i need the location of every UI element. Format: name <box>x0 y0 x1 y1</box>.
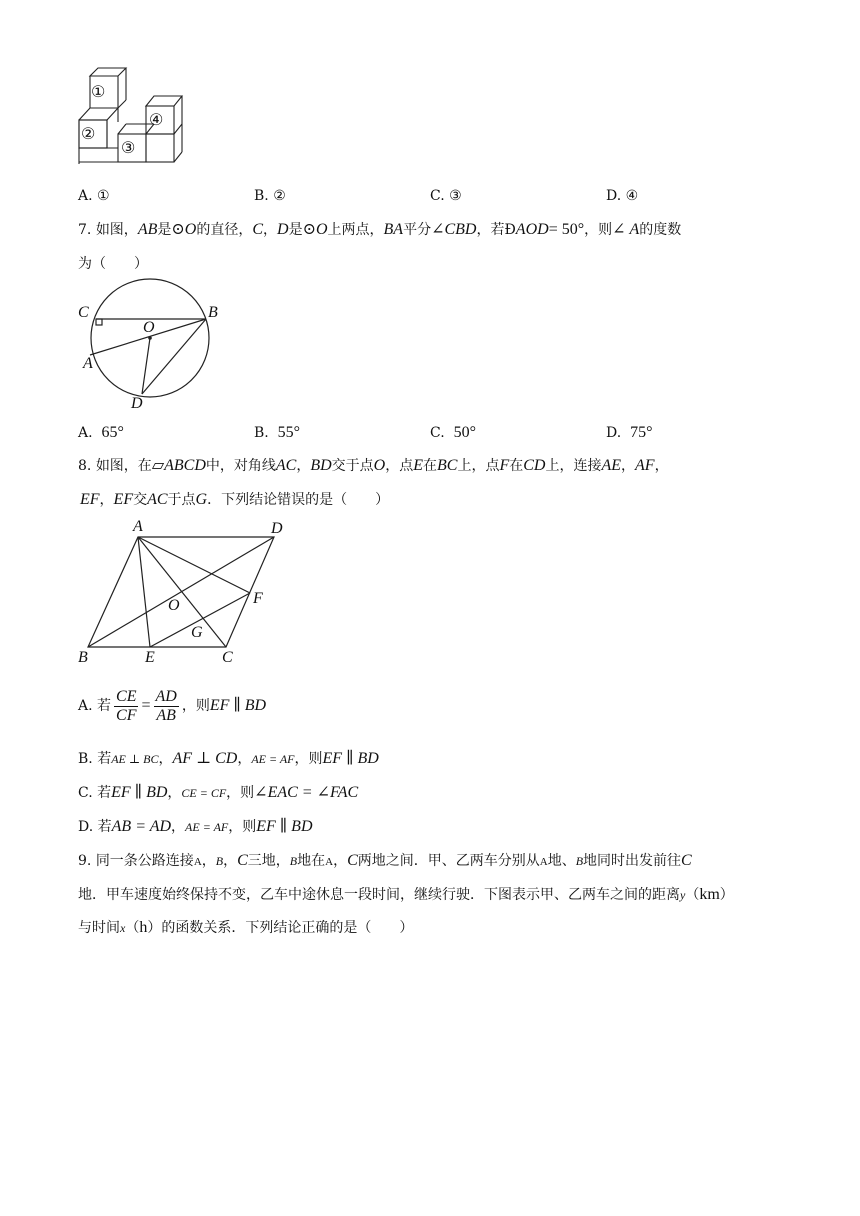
q6-option-c[interactable]: C. ③ <box>430 188 462 204</box>
q8-stem-line2: EF，EF交AC于点G．下列结论错误的是（ ） <box>80 491 390 508</box>
fig7-label-b: B <box>208 304 218 321</box>
circle-figure <box>76 272 226 420</box>
fig7-label-a: A <box>83 355 93 372</box>
q8-option-d[interactable]: D. 若AB = AD，AE = AF，则EF ∥ BD <box>78 818 313 835</box>
fig8-label-o: O <box>168 597 180 614</box>
q8-option-b[interactable]: B. 若AE ⊥ BC，AF ⊥ CD，AE = AF，则EF ∥ BD <box>78 750 379 767</box>
fig7-label-o: O <box>143 319 155 336</box>
q6-option-a[interactable]: A. ① <box>78 188 110 204</box>
q7-option-a[interactable]: A. 65° <box>78 424 124 441</box>
q6-option-d[interactable]: D. ④ <box>606 188 639 204</box>
cube-label-1: ① <box>91 82 106 101</box>
q6-option-b[interactable]: B. ② <box>254 188 286 204</box>
q7-stem-line1: 7. 如图，AB是⊙O的直径，C，D是⊙O上两点，BA平分∠CBD，若ÐAOD= 50°，则∠ A的度数 <box>78 221 682 238</box>
q9-stem-line1: 9. 同一条公路连接A，B，C三地，B地在A，C两地之间．甲、乙两车分别从A地、B地同时出发前往C <box>78 852 692 869</box>
q8-stem-line1: 8. 如图，在▱ABCD中，对角线AC，BD交于点O，点E在BC上，点F在CD上，连接AE，AF， <box>78 457 669 474</box>
q9-stem-line3: 与时间x（h）的函数关系．下列结论正确的是（ ） <box>78 919 414 936</box>
q7-option-c[interactable]: C. 50° <box>430 424 476 441</box>
fig8-label-d: D <box>271 520 283 537</box>
fig7-label-d: D <box>131 395 143 412</box>
fig8-label-b: B <box>78 649 88 666</box>
fig8-label-f: F <box>253 590 263 607</box>
fig8-label-e: E <box>145 649 155 666</box>
q7-option-d[interactable]: D. 75° <box>606 424 653 441</box>
cube-label-3: ③ <box>121 138 136 157</box>
fig8-label-c: C <box>222 649 233 666</box>
cube-label-4: ④ <box>149 110 164 129</box>
q9-stem-line2: 地．甲车速度始终保持不变，乙车中途休息一段时间，继续行驶．下图表示甲、乙两车之间的距离y（km） <box>78 886 734 903</box>
q8-option-a[interactable]: A. 若 $\frac{CE}{CF}$ = $\frac{AD}{AB}$ ，则EF ∥ BD <box>78 687 267 724</box>
q7-option-b[interactable]: B. 55° <box>254 424 301 441</box>
fig7-label-c: C <box>78 304 89 321</box>
fig8-label-a: A <box>133 518 143 535</box>
fraction-ce-cf: $\frac{CE}{CF}$ <box>116 687 137 724</box>
fig8-label-g: G <box>191 624 203 641</box>
fraction-ad-ab: $\frac{AD}{AB}$ <box>155 687 177 724</box>
cube-label-2: ② <box>81 124 96 143</box>
q8-option-c[interactable]: C. 若EF ∥ BD，CE = CF，则∠EAC = ∠FAC <box>78 784 359 801</box>
q7-stem-line2: 为（ ） <box>78 256 148 272</box>
